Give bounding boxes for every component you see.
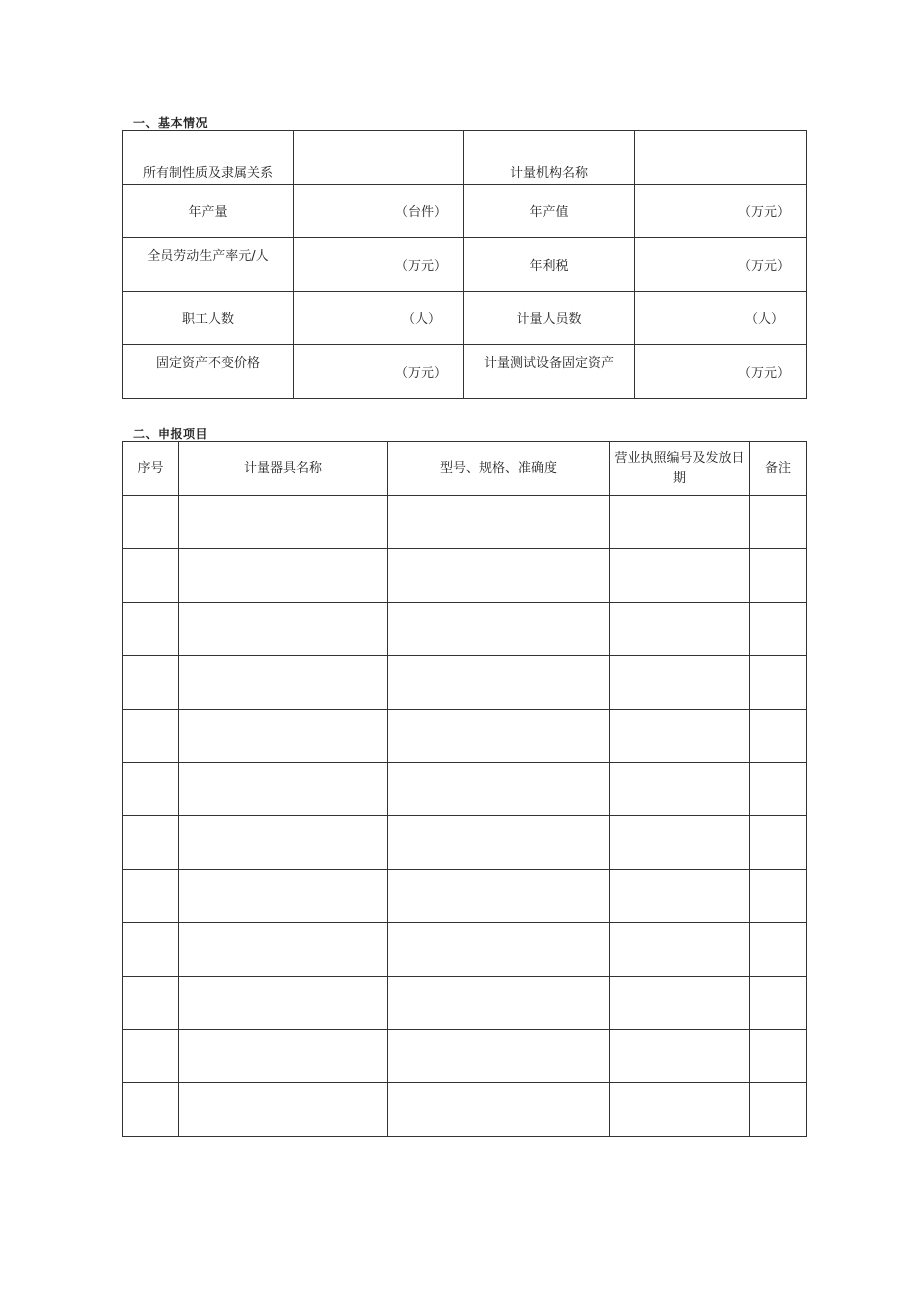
application-items-body <box>123 496 807 1137</box>
remarks-cell[interactable] <box>750 816 807 869</box>
license-number-date-cell[interactable] <box>610 976 750 1029</box>
model-spec-accuracy-cell[interactable] <box>388 762 610 815</box>
table-row <box>123 1029 807 1082</box>
remarks-cell[interactable] <box>750 496 807 549</box>
model-spec-accuracy-cell[interactable] <box>388 923 610 976</box>
productivity-value-cell[interactable] <box>294 238 464 292</box>
unit-label: （人） <box>401 312 441 328</box>
index-cell[interactable] <box>123 1029 179 1082</box>
unit-label: （万元） <box>737 365 790 381</box>
model-spec-accuracy-cell[interactable] <box>388 709 610 762</box>
instrument-name-cell[interactable] <box>179 762 388 815</box>
employee-count-value-cell[interactable] <box>294 291 464 345</box>
model-spec-accuracy-cell[interactable] <box>388 496 610 549</box>
fixed-assets-label: 固定资产不变价格 <box>123 345 294 399</box>
index-cell[interactable] <box>123 816 179 869</box>
remarks-cell[interactable] <box>750 602 807 655</box>
column-header-remarks: 备注 <box>750 442 807 496</box>
table-row <box>123 602 807 655</box>
column-header-index: 序号 <box>123 442 179 496</box>
institution-name-label: 计量机构名称 <box>464 131 635 185</box>
annual-output-value-cell[interactable] <box>294 184 464 238</box>
remarks-cell[interactable] <box>750 923 807 976</box>
productivity-label: 全员劳动生产率元/人 <box>123 238 294 292</box>
annual-output-label: 年产量 <box>123 184 294 238</box>
annual-output-value-value-cell[interactable] <box>635 184 807 238</box>
index-cell[interactable] <box>123 602 179 655</box>
equipment-fixed-assets-value-cell[interactable] <box>635 345 807 399</box>
license-number-date-cell[interactable] <box>610 923 750 976</box>
unit-label: （万元） <box>394 258 447 274</box>
instrument-name-cell[interactable] <box>179 656 388 709</box>
fixed-assets-value-cell[interactable] <box>294 345 464 399</box>
institution-name-value-cell[interactable] <box>635 131 807 185</box>
section-title-basic-info: 一、基本情况 <box>133 116 209 130</box>
basic-info-row <box>123 238 807 292</box>
model-spec-accuracy-cell[interactable] <box>388 656 610 709</box>
license-number-date-cell[interactable] <box>610 549 750 602</box>
remarks-cell[interactable] <box>750 1083 807 1136</box>
unit-label: （万元） <box>737 258 790 274</box>
instrument-name-cell[interactable] <box>179 923 388 976</box>
unit-label: （人） <box>744 312 784 328</box>
metrology-staff-count-label: 计量人员数 <box>464 291 635 345</box>
table-row <box>123 709 807 762</box>
model-spec-accuracy-cell[interactable] <box>388 816 610 869</box>
unit-label: （万元） <box>394 365 447 381</box>
instrument-name-cell[interactable] <box>179 869 388 922</box>
instrument-name-cell[interactable] <box>179 602 388 655</box>
remarks-cell[interactable] <box>750 656 807 709</box>
instrument-name-cell[interactable] <box>179 496 388 549</box>
section-title-application-items: 二、申报项目 <box>133 427 209 441</box>
index-cell[interactable] <box>123 1083 179 1136</box>
column-header-model-spec-accuracy: 型号、规格、准确度 <box>388 442 610 496</box>
license-number-date-cell[interactable] <box>610 1083 750 1136</box>
table-row <box>123 869 807 922</box>
metrology-staff-count-value-cell[interactable] <box>635 291 807 345</box>
remarks-cell[interactable] <box>750 762 807 815</box>
model-spec-accuracy-cell[interactable] <box>388 869 610 922</box>
index-cell[interactable] <box>123 496 179 549</box>
license-number-date-cell[interactable] <box>610 762 750 815</box>
index-cell[interactable] <box>123 762 179 815</box>
remarks-cell[interactable] <box>750 1029 807 1082</box>
table-row <box>123 496 807 549</box>
model-spec-accuracy-cell[interactable] <box>388 1083 610 1136</box>
remarks-cell[interactable] <box>750 976 807 1029</box>
license-number-date-cell[interactable] <box>610 496 750 549</box>
table-row <box>123 656 807 709</box>
license-number-date-cell[interactable] <box>610 816 750 869</box>
remarks-cell[interactable] <box>750 549 807 602</box>
index-cell[interactable] <box>123 656 179 709</box>
license-number-date-cell[interactable] <box>610 602 750 655</box>
instrument-name-cell[interactable] <box>179 1083 388 1136</box>
instrument-name-cell[interactable] <box>179 549 388 602</box>
column-header-license-number-date: 营业执照编号及发放日期 <box>610 442 750 496</box>
model-spec-accuracy-cell[interactable] <box>388 1029 610 1082</box>
instrument-name-cell[interactable] <box>179 1029 388 1082</box>
model-spec-accuracy-cell[interactable] <box>388 976 610 1029</box>
model-spec-accuracy-cell[interactable] <box>388 549 610 602</box>
license-number-date-cell[interactable] <box>610 1029 750 1082</box>
remarks-cell[interactable] <box>750 709 807 762</box>
table-row <box>123 976 807 1029</box>
annual-output-value-label: 年产值 <box>464 184 635 238</box>
employee-count-label: 职工人数 <box>123 291 294 345</box>
instrument-name-cell[interactable] <box>179 709 388 762</box>
basic-info-table <box>122 130 807 399</box>
ownership-value-cell[interactable] <box>294 131 464 185</box>
unit-label: （万元） <box>737 205 790 221</box>
annual-profit-tax-label: 年利税 <box>464 238 635 292</box>
application-items-table <box>122 441 807 1137</box>
basic-info-row <box>123 345 807 399</box>
table-row <box>123 762 807 815</box>
unit-label: （台件） <box>394 205 447 221</box>
annual-profit-tax-value-cell[interactable] <box>635 238 807 292</box>
table-row <box>123 549 807 602</box>
index-cell[interactable] <box>123 976 179 1029</box>
basic-info-row <box>123 131 807 185</box>
instrument-name-cell[interactable] <box>179 816 388 869</box>
index-cell[interactable] <box>123 923 179 976</box>
basic-info-row <box>123 291 807 345</box>
instrument-name-cell[interactable] <box>179 976 388 1029</box>
column-header-instrument-name: 计量器具名称 <box>179 442 388 496</box>
remarks-cell[interactable] <box>750 869 807 922</box>
license-number-date-cell[interactable] <box>610 869 750 922</box>
table-row <box>123 816 807 869</box>
ownership-label: 所有制性质及隶属关系 <box>123 131 294 185</box>
license-number-date-cell[interactable] <box>610 709 750 762</box>
table-row <box>123 1083 807 1136</box>
index-cell[interactable] <box>123 549 179 602</box>
index-cell[interactable] <box>123 869 179 922</box>
model-spec-accuracy-cell[interactable] <box>388 602 610 655</box>
license-number-date-cell[interactable] <box>610 656 750 709</box>
basic-info-row <box>123 184 807 238</box>
table-header-row <box>123 442 807 496</box>
index-cell[interactable] <box>123 709 179 762</box>
equipment-fixed-assets-label: 计量测试设备固定资产 <box>464 345 635 399</box>
table-row <box>123 923 807 976</box>
